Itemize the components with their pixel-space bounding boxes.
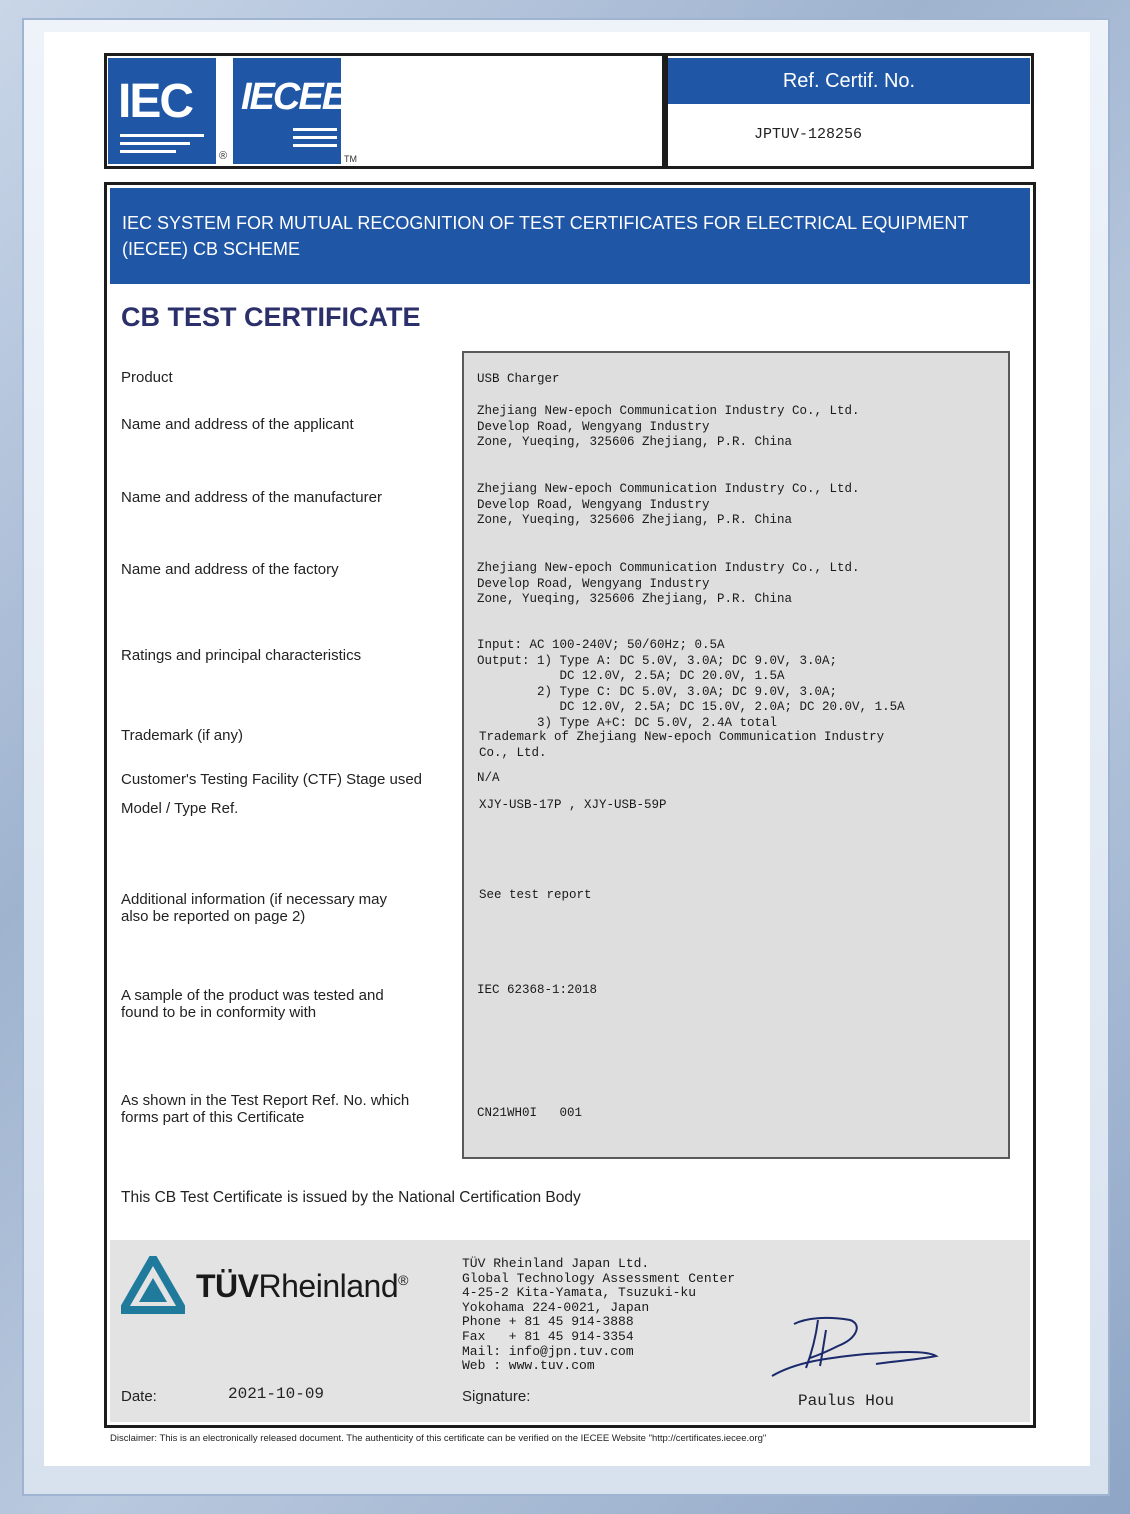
value-ctf: N/A [477, 771, 500, 785]
label-conformity: A sample of the product was tested and found to be in conformity with [121, 987, 384, 1021]
ref-certif-value: JPTUV-128256 [753, 126, 863, 143]
scheme-banner [110, 188, 1030, 284]
value-conformity: IEC 62368-1:2018 [477, 983, 598, 997]
date-value: 2021-10-09 [228, 1385, 325, 1403]
iecee-logo-text: IECEE [241, 76, 346, 118]
value-report: CN21WH0I 001 [477, 1106, 583, 1120]
signature-label: Signature: [462, 1388, 531, 1405]
signer-name: Paulus Hou [798, 1392, 895, 1410]
label-applicant: Name and address of the applicant [121, 416, 354, 433]
label-product: Product [121, 369, 173, 386]
label-trademark: Trademark (if any) [121, 727, 243, 744]
value-trademark: Trademark of Zhejiang New-epoch Communication Industry Co., Ltd. [479, 730, 885, 760]
value-model: XJY-USB-17P , XJY-USB-59P [479, 798, 667, 812]
iec-registered-mark: ® [219, 150, 228, 162]
value-product: USB Charger [477, 372, 560, 386]
label-ratings: Ratings and principal characteristics [121, 647, 362, 664]
value-additional: See test report [479, 888, 592, 902]
label-model: Model / Type Ref. [121, 800, 239, 817]
ref-certif-label: Ref. Certif. No. [668, 58, 1030, 104]
value-applicant: Zhejiang New-epoch Communication Industry Co., Ltd. Develop Road, Wengyang Industry Zone, Yueqing, 325606 Zhejiang, P.R. China [477, 404, 860, 449]
handwritten-signature [766, 1312, 946, 1382]
banner-line-2: (IECEE) CB SCHEME [122, 239, 301, 259]
label-ctf: Customer's Testing Facility (CTF) Stage used [121, 771, 423, 788]
issuer-address: TÜV Rheinland Japan Ltd. Global Technology Assessment Center 4-25-2 Kita-Yamata, Tsuzuki-ku Yokohama 224-0021, Japan Phone + 81 45 914-3888 Fax + 81 45 914-3354 Mail: info@jpn.tuv.com Web : www.tuv.com [462, 1256, 736, 1374]
disclaimer-text: Disclaimer: This is an electronically released document. The authenticity of this certificate can be verified on the IECEE Website "http://certificates.iecee.org" [110, 1433, 767, 1444]
tuv-brand-rest: Rheinland [258, 1268, 399, 1304]
iec-logo-text: IEC [118, 75, 193, 128]
value-ratings: Input: AC 100-240V; 50/60Hz; 0.5A Output: 1) Type A: DC 5.0V, 3.0A; DC 9.0V, 3.0A; DC 12.0V, 2.5A; DC 20.0V, 1.5A 2) Type C: DC 5.0V, 3.0A; DC 9.0V, 3.0A; DC 12.0V, 2.5A; DC 15.0V, 2.0A; DC 20.0V, 1.5A 3) Type A+C: DC 5.0V, 2.4A total [477, 638, 905, 730]
value-factory: Zhejiang New-epoch Communication Industry Co., Ltd. Develop Road, Wengyang Industry Zone, Yueqing, 325606 Zhejiang, P.R. China [477, 561, 860, 606]
iecee-tm-mark: TM [344, 154, 357, 164]
iec-logo [108, 58, 216, 164]
tuv-brand-bold: TÜV [196, 1268, 259, 1304]
tuv-registered-mark: ® [398, 1272, 408, 1288]
label-factory: Name and address of the factory [121, 561, 339, 578]
iecee-logo [233, 58, 346, 164]
tuv-rheinland-logo [196, 1268, 408, 1305]
issued-by-statement: This CB Test Certificate is issued by the National Certification Body [121, 1189, 581, 1206]
tuv-triangle-icon [121, 1256, 185, 1314]
certificate-title: CB TEST CERTIFICATE [121, 302, 421, 332]
label-report: As shown in the Test Report Ref. No. which forms part of this Certificate [121, 1092, 410, 1126]
label-manufacturer: Name and address of the manufacturer [121, 489, 382, 506]
value-manufacturer: Zhejiang New-epoch Communication Industry Co., Ltd. Develop Road, Wengyang Industry Zone, Yueqing, 325606 Zhejiang, P.R. China [477, 482, 860, 527]
banner-line-1: IEC SYSTEM FOR MUTUAL RECOGNITION OF TEST CERTIFICATES FOR ELECTRICAL EQUIPMENT [122, 213, 969, 233]
label-additional: Additional information (if necessary may also be reported on page 2) [121, 891, 387, 925]
date-label: Date: [121, 1388, 157, 1405]
